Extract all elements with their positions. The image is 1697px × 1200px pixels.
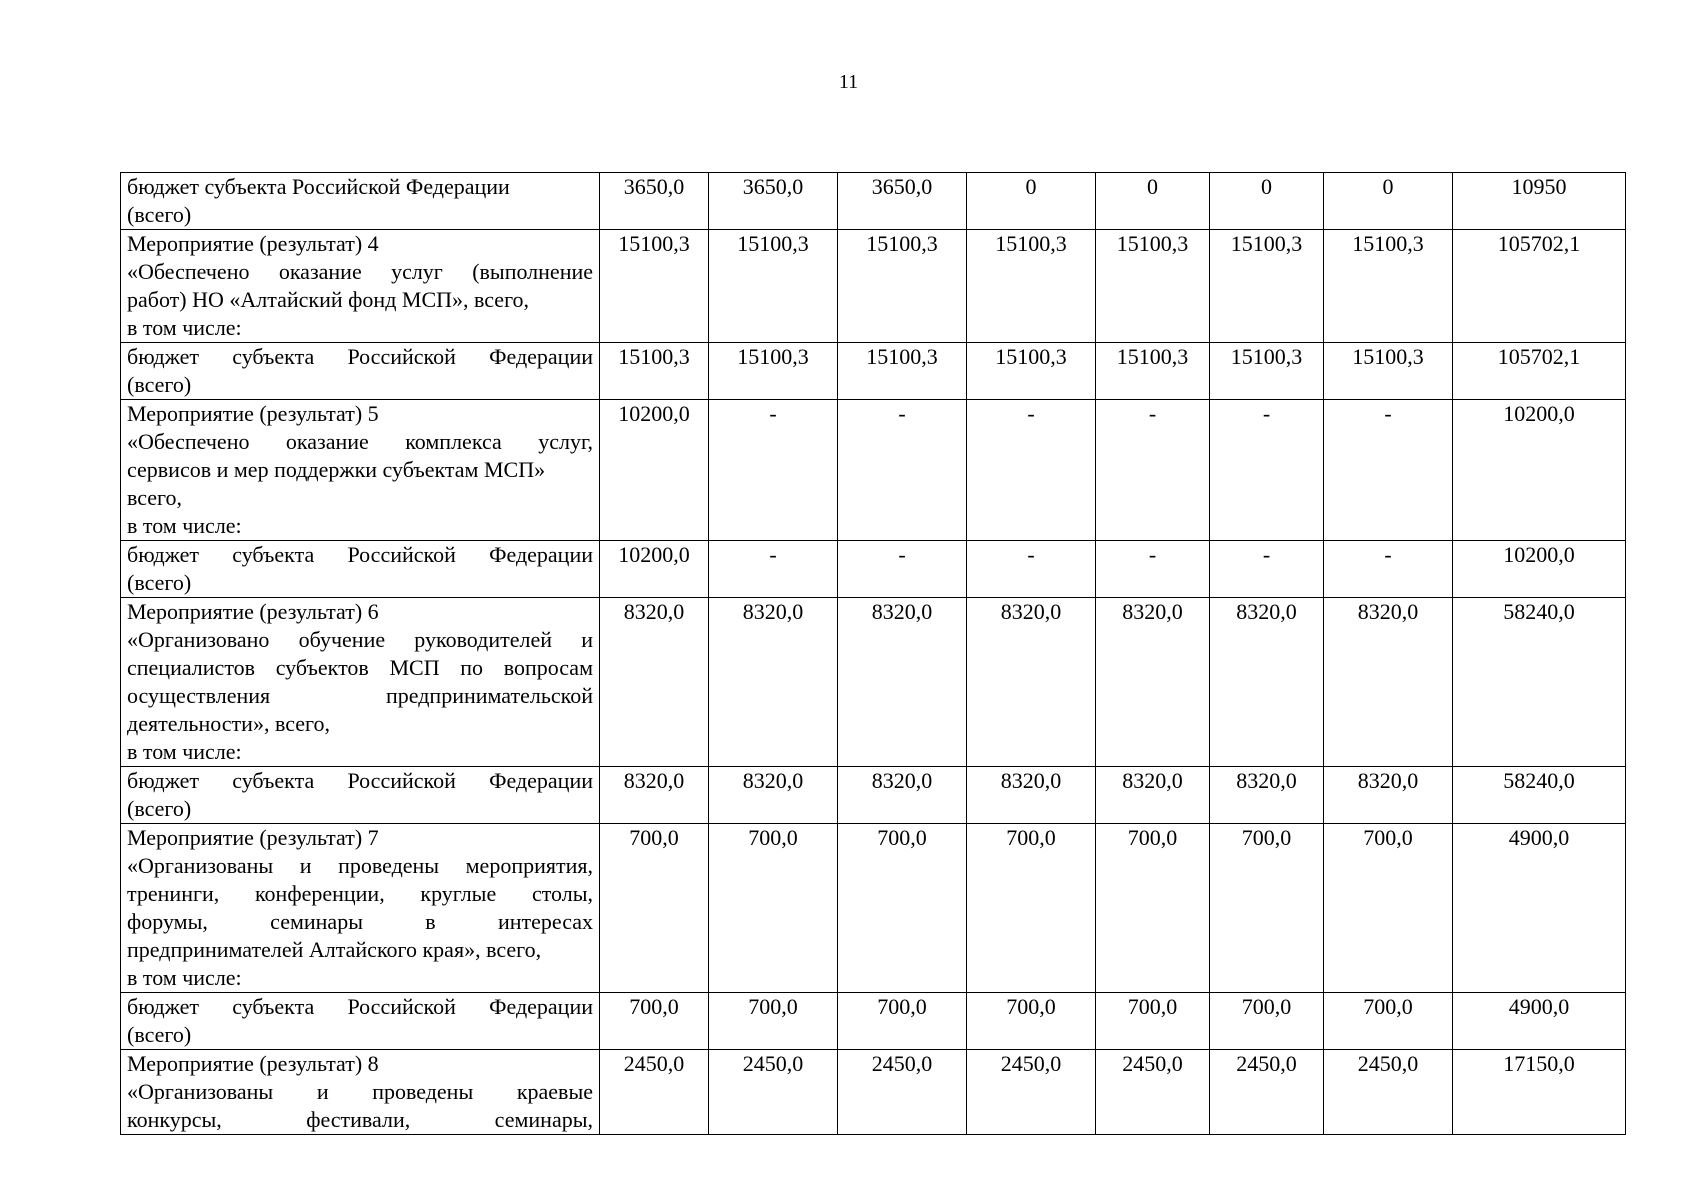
row-description-line: конкурсы, фестивали, семинары, bbox=[127, 1107, 593, 1132]
row-description-line: «Обеспечено оказание услуг (выполнение bbox=[127, 259, 593, 284]
row-value-cell: 8320,0 bbox=[838, 598, 967, 767]
row-value-cell: 3650,0 bbox=[600, 173, 709, 230]
row-value-cell: 700,0 bbox=[709, 993, 838, 1050]
row-value-cell: 700,0 bbox=[1324, 993, 1453, 1050]
table-row bbox=[121, 767, 1626, 824]
row-description-line: в том числе: bbox=[127, 739, 242, 764]
row-value-cell: 8320,0 bbox=[1210, 767, 1324, 824]
row-value-cell: 0 bbox=[1210, 173, 1324, 230]
row-description-line: (всего) bbox=[127, 202, 192, 227]
row-value-cell: 8320,0 bbox=[967, 598, 1096, 767]
row-value-cell: 8320,0 bbox=[1096, 767, 1210, 824]
row-value-cell: 0 bbox=[967, 173, 1096, 230]
row-description-line: форумы, семинары в интересах bbox=[127, 909, 593, 934]
row-description-line: всего, bbox=[127, 485, 183, 510]
row-description-line: бюджет субъекта Российской Федерации bbox=[127, 768, 593, 793]
row-description-line: Мероприятие (результат) 7 bbox=[127, 825, 379, 850]
row-value-cell: 8320,0 bbox=[600, 767, 709, 824]
row-description-cell bbox=[121, 230, 600, 343]
row-value-cell: 2450,0 bbox=[709, 1050, 838, 1135]
row-value-cell: 15100,3 bbox=[967, 343, 1096, 400]
row-total-cell: 10950 bbox=[1453, 173, 1626, 230]
row-description-line: бюджет субъекта Российской Федерации bbox=[127, 994, 593, 1019]
row-description-line: «Организованы и проведены краевые bbox=[127, 1079, 593, 1104]
row-total-cell: 58240,0 bbox=[1453, 598, 1626, 767]
table-row bbox=[121, 173, 1626, 230]
row-description-line: «Организованы и проведены мероприятия, bbox=[127, 853, 593, 878]
row-value-cell: - bbox=[1324, 400, 1453, 541]
row-total-cell: 10200,0 bbox=[1453, 541, 1626, 598]
row-total-cell: 10200,0 bbox=[1453, 400, 1626, 541]
row-description-cell bbox=[121, 824, 600, 993]
row-value-cell: 15100,3 bbox=[967, 230, 1096, 343]
row-total-cell: 105702,1 bbox=[1453, 230, 1626, 343]
row-description-line: в том числе: bbox=[127, 315, 242, 340]
row-value-cell: - bbox=[1210, 541, 1324, 598]
table-row bbox=[121, 343, 1626, 400]
row-description-cell bbox=[121, 173, 600, 230]
row-value-cell: 8320,0 bbox=[838, 767, 967, 824]
row-value-cell: 2450,0 bbox=[838, 1050, 967, 1135]
row-description-line: работ) НО «Алтайский фонд МСП», всего, bbox=[127, 287, 530, 312]
row-value-cell: 3650,0 bbox=[838, 173, 967, 230]
row-description-line: Мероприятие (результат) 5 bbox=[127, 401, 379, 426]
page-number: 11 bbox=[838, 71, 859, 93]
row-value-cell: 0 bbox=[1096, 173, 1210, 230]
row-description-line: сервисов и мер поддержки субъектам МСП» bbox=[127, 457, 546, 482]
row-value-cell: 700,0 bbox=[709, 824, 838, 993]
row-value-cell: 8320,0 bbox=[1210, 598, 1324, 767]
row-value-cell: - bbox=[967, 541, 1096, 598]
row-description-cell bbox=[121, 1050, 600, 1135]
row-value-cell: - bbox=[1210, 400, 1324, 541]
row-value-cell: 700,0 bbox=[1096, 824, 1210, 993]
row-value-cell: 8320,0 bbox=[967, 767, 1096, 824]
table-row bbox=[121, 1050, 1626, 1135]
row-description-line: осуществления предпринимательской bbox=[127, 683, 593, 708]
row-value-cell: 8320,0 bbox=[709, 598, 838, 767]
row-value-cell: 700,0 bbox=[600, 824, 709, 993]
row-total-cell: 17150,0 bbox=[1453, 1050, 1626, 1135]
row-value-cell: - bbox=[838, 541, 967, 598]
row-value-cell: - bbox=[1324, 541, 1453, 598]
row-description-line: бюджет субъекта Российской Федерации bbox=[127, 542, 593, 567]
row-value-cell: 15100,3 bbox=[838, 343, 967, 400]
row-description-line: (всего) bbox=[127, 1022, 192, 1047]
row-value-cell: - bbox=[709, 400, 838, 541]
row-description-line: (всего) bbox=[127, 570, 192, 595]
row-value-cell: 15100,3 bbox=[1324, 343, 1453, 400]
table-row bbox=[121, 598, 1626, 767]
table-row bbox=[121, 824, 1626, 993]
row-value-cell: 2450,0 bbox=[1324, 1050, 1453, 1135]
row-value-cell: 700,0 bbox=[967, 824, 1096, 993]
row-value-cell: 700,0 bbox=[600, 993, 709, 1050]
row-description-line: тренинги, конференции, круглые столы, bbox=[127, 881, 593, 906]
row-description-line: бюджет субъекта Российской Федерации bbox=[127, 174, 510, 199]
row-description-line: деятельности», всего, bbox=[127, 711, 330, 736]
row-value-cell: 15100,3 bbox=[1096, 343, 1210, 400]
row-value-cell: 700,0 bbox=[1210, 993, 1324, 1050]
row-value-cell: 15100,3 bbox=[1324, 230, 1453, 343]
row-value-cell: 3650,0 bbox=[709, 173, 838, 230]
row-value-cell: 15100,3 bbox=[709, 230, 838, 343]
row-value-cell: - bbox=[1096, 400, 1210, 541]
row-total-cell: 4900,0 bbox=[1453, 824, 1626, 993]
table-row bbox=[121, 541, 1626, 598]
row-value-cell: - bbox=[709, 541, 838, 598]
row-value-cell: 700,0 bbox=[1324, 824, 1453, 993]
row-value-cell: 15100,3 bbox=[1210, 343, 1324, 400]
row-description-line: «Обеспечено оказание комплекса услуг, bbox=[127, 429, 593, 454]
row-description-line: Мероприятие (результат) 6 bbox=[127, 599, 379, 624]
row-description-cell bbox=[121, 598, 600, 767]
row-value-cell: 2450,0 bbox=[1210, 1050, 1324, 1135]
row-value-cell: 15100,3 bbox=[1096, 230, 1210, 343]
row-description-cell bbox=[121, 993, 600, 1050]
row-value-cell: 8320,0 bbox=[600, 598, 709, 767]
row-description-line: специалистов субъектов МСП по вопросам bbox=[127, 655, 593, 680]
row-description-line: бюджет субъекта Российской Федерации bbox=[127, 344, 593, 369]
table-body bbox=[121, 173, 1626, 1135]
row-value-cell: 2450,0 bbox=[1096, 1050, 1210, 1135]
row-value-cell: 2450,0 bbox=[967, 1050, 1096, 1135]
row-value-cell: 15100,3 bbox=[1210, 230, 1324, 343]
row-value-cell: 700,0 bbox=[1096, 993, 1210, 1050]
row-description-cell bbox=[121, 343, 600, 400]
row-description-line: в том числе: bbox=[127, 965, 242, 990]
row-total-cell: 4900,0 bbox=[1453, 993, 1626, 1050]
row-description-cell bbox=[121, 541, 600, 598]
table-row bbox=[121, 400, 1626, 541]
row-value-cell: 8320,0 bbox=[1324, 767, 1453, 824]
row-value-cell: - bbox=[838, 400, 967, 541]
row-value-cell: - bbox=[1096, 541, 1210, 598]
row-value-cell: 15100,3 bbox=[709, 343, 838, 400]
row-description-line: (всего) bbox=[127, 372, 192, 397]
row-value-cell: 700,0 bbox=[838, 993, 967, 1050]
row-description-line: Мероприятие (результат) 8 bbox=[127, 1051, 379, 1076]
table-row bbox=[121, 230, 1626, 343]
row-value-cell: 8320,0 bbox=[1096, 598, 1210, 767]
row-description-line: в том числе: bbox=[127, 513, 242, 538]
row-total-cell: 105702,1 bbox=[1453, 343, 1626, 400]
table-row bbox=[121, 993, 1626, 1050]
row-value-cell: 15100,3 bbox=[600, 343, 709, 400]
row-value-cell: 8320,0 bbox=[709, 767, 838, 824]
row-description-line: предпринимателей Алтайского края», всего, bbox=[127, 937, 542, 962]
row-value-cell: 10200,0 bbox=[600, 400, 709, 541]
row-description-line: (всего) bbox=[127, 796, 192, 821]
row-value-cell: 8320,0 bbox=[1324, 598, 1453, 767]
budget-table bbox=[120, 172, 1626, 1135]
row-value-cell: 700,0 bbox=[838, 824, 967, 993]
row-value-cell: 700,0 bbox=[967, 993, 1096, 1050]
row-description-cell bbox=[121, 400, 600, 541]
row-value-cell: 2450,0 bbox=[600, 1050, 709, 1135]
row-value-cell: 700,0 bbox=[1210, 824, 1324, 993]
row-description-line: «Организовано обучение руководителей и bbox=[127, 627, 593, 652]
row-total-cell: 58240,0 bbox=[1453, 767, 1626, 824]
row-value-cell: 15100,3 bbox=[838, 230, 967, 343]
row-value-cell: - bbox=[967, 400, 1096, 541]
row-value-cell: 0 bbox=[1324, 173, 1453, 230]
row-description-line: Мероприятие (результат) 4 bbox=[127, 231, 379, 256]
row-value-cell: 10200,0 bbox=[600, 541, 709, 598]
row-description-cell bbox=[121, 767, 600, 824]
row-value-cell: 15100,3 bbox=[600, 230, 709, 343]
